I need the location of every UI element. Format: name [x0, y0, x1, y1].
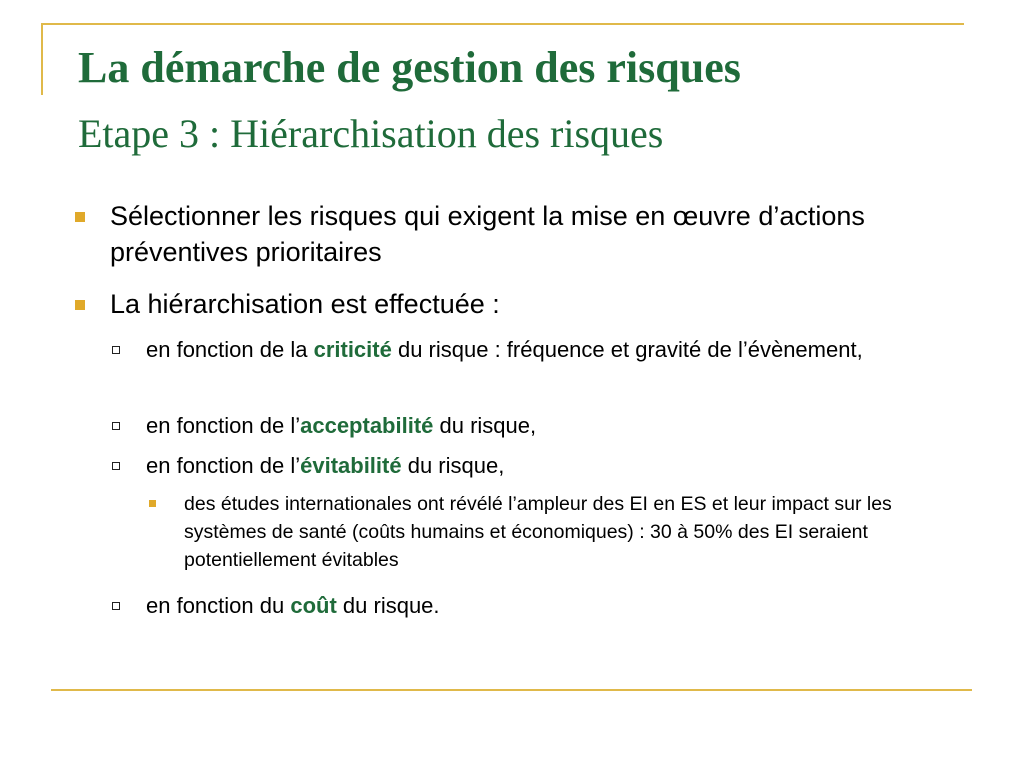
hollow-square-bullet-icon	[112, 602, 120, 610]
slide-title: La démarche de gestion des risques	[78, 43, 741, 92]
keyword-acceptabilite: acceptabilité	[300, 413, 434, 438]
slide-subtitle: Etape 3 : Hiérarchisation des risques	[78, 111, 664, 156]
sub-bullet-text: du risque.	[336, 593, 440, 618]
bullet-select-risks: Sélectionner les risques qui exigent la mise en œuvre d’actions préventives prioritaires	[110, 201, 865, 267]
hollow-square-bullet-icon	[112, 462, 120, 470]
sub-bullet-text: en fonction de la	[146, 337, 314, 362]
sub-bullet-text: du risque,	[433, 413, 537, 438]
sub-bullet-text: en fonction de l’	[146, 413, 301, 438]
sub-bullet-criticite	[146, 334, 926, 366]
keyword-criticite: criticité	[313, 337, 392, 362]
sub-bullet-text: du risque,	[401, 453, 505, 478]
small-square-bullet-icon	[149, 500, 156, 507]
sub-bullet-text: du risque : fréquence et gravité de l’évènement,	[391, 337, 863, 362]
sub-bullet-acceptabilite	[146, 410, 926, 442]
frame-left-line	[41, 23, 43, 95]
keyword-evitabilite: évitabilité	[300, 453, 402, 478]
hollow-square-bullet-icon	[112, 422, 120, 430]
hollow-square-bullet-icon	[112, 346, 120, 354]
bullet-hierarchisation: La hiérarchisation est effectuée :	[110, 289, 500, 319]
frame-bottom-line	[51, 689, 972, 691]
sub-bullet-text: en fonction de l’	[146, 453, 301, 478]
sub-sub-bullet-studies: des études internationales ont révélé l’ampleur des EI en ES et leur impact sur les systèmes de santé (coûts humains et économiques) : 30 à 50% des EI seraient potentiellement évitables	[184, 493, 892, 571]
keyword-cout: coût	[290, 593, 337, 618]
sub-bullet-evitabilite	[146, 450, 926, 482]
sub-bullet-cout	[146, 590, 926, 622]
sub-bullet-text: en fonction du	[146, 593, 291, 618]
square-bullet-icon	[75, 300, 85, 310]
frame-top-line	[41, 23, 964, 25]
square-bullet-icon	[75, 212, 85, 222]
